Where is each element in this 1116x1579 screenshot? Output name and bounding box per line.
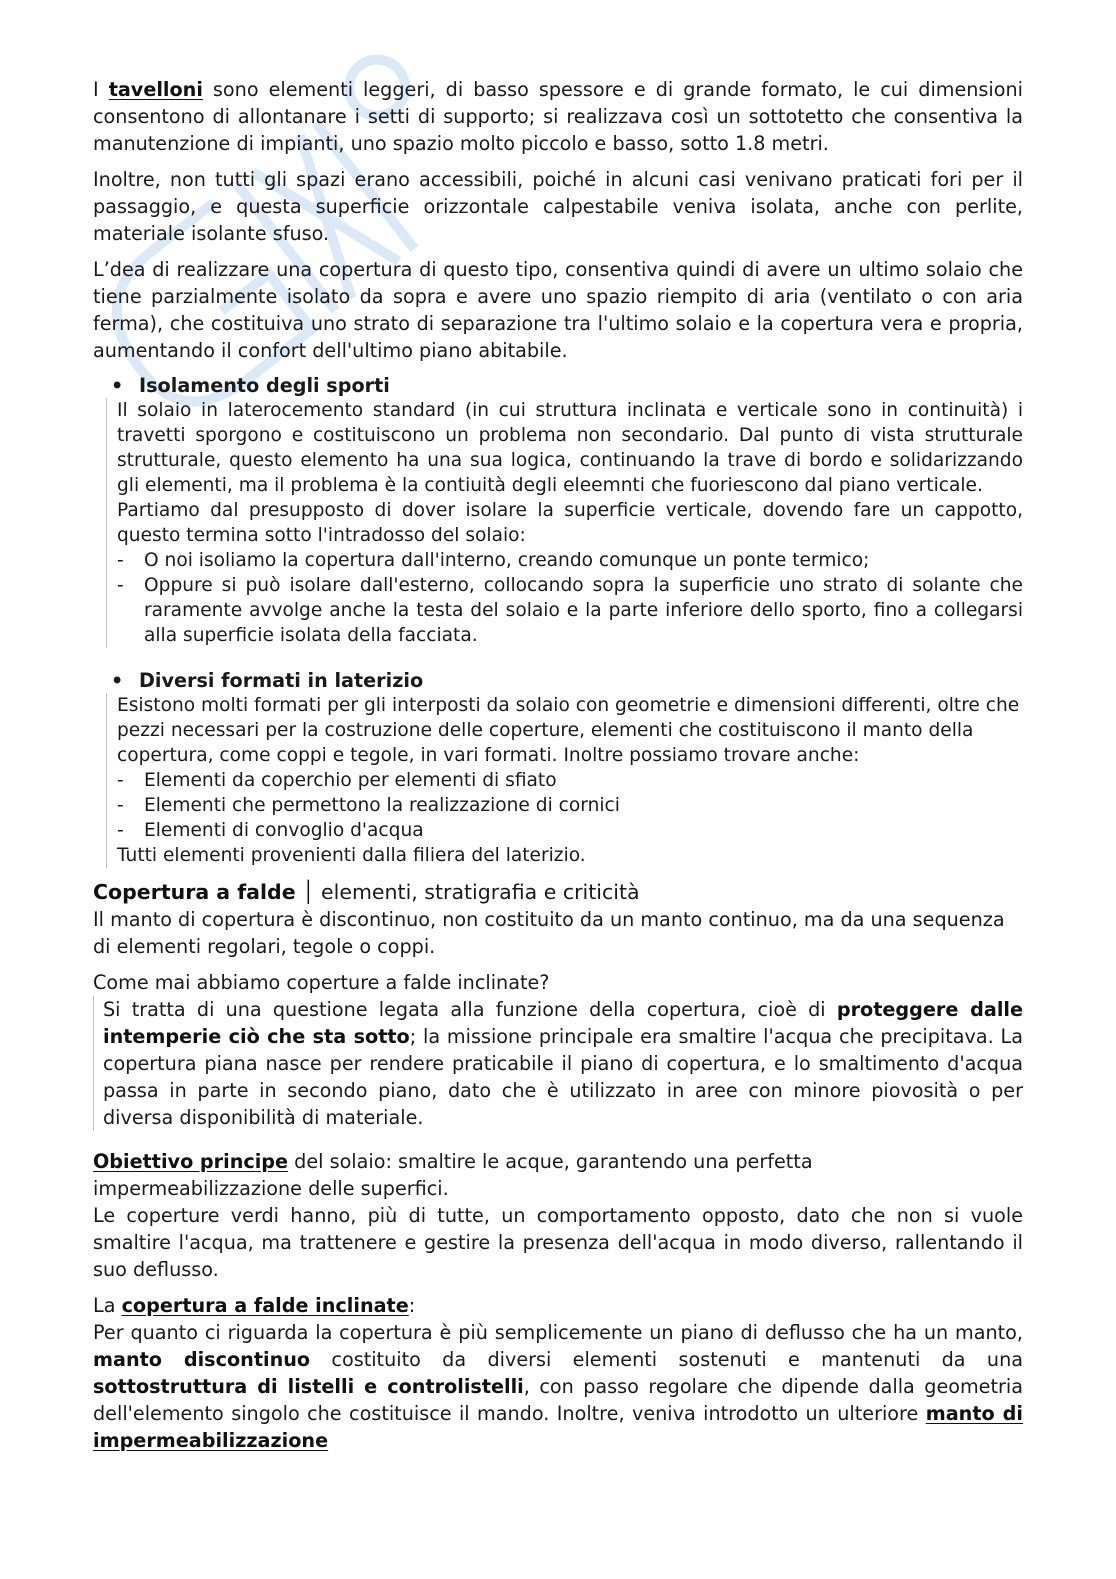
paragraph-deflusso (93, 1319, 1023, 1454)
section-formati-body (106, 693, 1023, 868)
text: Si tratta di una questione legata alla funzione della copertura, cioè di (103, 998, 837, 1021)
sporti-text-2: Partiamo dal presupposto di dover isolare la superficie verticale, dovendo fare un cappotto, questo termina sotto l'intradosso del solaio: (117, 500, 1023, 546)
emphasis: sottostruttura di listelli e controlistelli (93, 1375, 524, 1398)
quote-answer (93, 996, 1023, 1131)
paragraph-manto: Il manto di copertura è discontinuo, non costituito da un manto continuo, ma da una sequenza di elementi regolari, tegole o coppi. (93, 908, 1005, 958)
text: costituito da diversi elementi sostenuti e mantenuti da una (310, 1348, 1023, 1371)
paragraph-obiettivo (93, 1148, 1023, 1202)
text: ; la missione principale era smaltire l'acqua che precipitava. La copertura piana nasce per rendere praticabile il piano di copertura, e lo smaltimento d'acqua passa in parte in secondo piano, dato che è utilizzato in aree con minore piovosità o per diversa disponibilità di materiale. (103, 1025, 1023, 1129)
paragraph-falde-intro (93, 1292, 1023, 1319)
list-item: - Elementi da coperchio per elementi di sfiato (117, 768, 1023, 793)
formati-tail: Tutti elementi provenienti dalla filiera del laterizio. (117, 845, 586, 866)
keyword-obiettivo: Obiettivo principe (93, 1150, 289, 1173)
section-sporti-body (106, 398, 1023, 648)
paragraph-coperture-verdi: Le coperture verdi hanno, più di tutte, un comportamento opposto, dato che non si vuole smaltire l'acqua, ma trattenere e gestire la presenza dell'acqua in modo diverso, rallentando il suo deflusso. (93, 1204, 1023, 1281)
keyword-tavelloni: tavelloni (108, 78, 203, 101)
text: del solaio: smaltire le acque, garantendo una perfetta impermeabilizzazione delle superfici. (93, 1150, 813, 1200)
paragraph-tavelloni (93, 76, 1023, 157)
keyword-impermeabilizzazione: manto di impermeabilizzazione (93, 1402, 1023, 1452)
paragraph-idea: L’dea di realizzare una copertura di questo tipo, consentiva quindi di avere un ultimo solaio che tiene parzialmente isolato da sopra e avere uno spazio riempito di aria (ventilato o con aria ferma), che costituiva uno strato di separazione tra l'ultimo solaio e la copertura vera e propria, aumentando il confort dell'ultimo piano abitabile. (93, 258, 1023, 362)
text: , con passo regolare che dipende dalla geometria dell'elemento singolo che costituisce il mando. Inoltre, veniva introdotto un ulteriore (93, 1375, 1023, 1425)
text: I (93, 78, 109, 101)
text: Per quanto ci riguarda la copertura è più semplicemente un piano di deflusso che ha un manto, (93, 1321, 1023, 1344)
list-item: - Oppure si può isolare dall'esterno, collocando sopra la superficie uno strato di solante che raramente avvolge anche la testa del solaio e la parte inferiore dello sporto, fino a collegarsi alla superficie isolata della facciata. (117, 573, 1023, 648)
paragraph-question: Come mai abbiamo coperture a falde inclinate? (93, 971, 550, 994)
text: sono elementi leggeri, di basso spessore e di grande formato, le cui dimensioni consentono di allontanare i setti di supporto; si realizzava così un sottotetto che consentiva la manutenzione di impianti, uno spazio molto piccolo e basso, sotto 1.8 metri. (93, 78, 1023, 155)
keyword-falde: copertura a falde inclinate (121, 1294, 409, 1317)
list-item: - Elementi di convoglio d'acqua (117, 818, 1023, 843)
section-subtitle: elementi, stratigrafia e criticità (321, 880, 640, 904)
document-page (93, 76, 1023, 1463)
text: La (93, 1294, 122, 1317)
list-item: - O noi isoliamo la copertura dall'interno, creando comunque un ponte termico; (117, 548, 1023, 573)
section-title-copertura (93, 878, 1023, 906)
title-separator: │ (302, 880, 315, 904)
bullet-heading-formati: • Diversi formati in laterizio (111, 668, 1023, 693)
section-title: Copertura a falde (93, 880, 296, 904)
bullet-heading-sporti: • Isolamento degli sporti (111, 373, 1023, 398)
list-item: - Elementi che permettono la realizzazione di cornici (117, 793, 1023, 818)
text: : (408, 1294, 416, 1317)
emphasis: manto discontinuo (93, 1348, 311, 1371)
paragraph-accessibility: Inoltre, non tutti gli spazi erano accessibili, poiché in alcuni casi venivano praticati fori per il passaggio, e questa superficie orizzontale calpestabile veniva isolata, anche con perlite, materiale isolante sfuso. (93, 168, 1023, 245)
formati-text: Esistono molti formati per gli interposti da solaio con geometrie e dimensioni differenti, oltre che pezzi necessari per la costruzione delle coperture, elementi che costituiscono il manto della copertura, come coppi e tegole, in vari formati. Inoltre possiamo trovare anche: (117, 695, 1020, 766)
sporti-text: Il solaio in laterocemento standard (in cui struttura inclinata e verticale sono in continuità) i travetti sporgono e costituiscono un problema non secondario. Dal punto di vista strutturale strutturale, questo elemento ha una sua logica, continuando la trave di bordo e solidarizzando gli elementi, ma il problema è la contiuità degli eleemnti che fuoriescono dal piano verticale. (117, 400, 1023, 496)
emphasis: proteggere dalle intemperie ciò che sta sotto (103, 998, 1023, 1048)
